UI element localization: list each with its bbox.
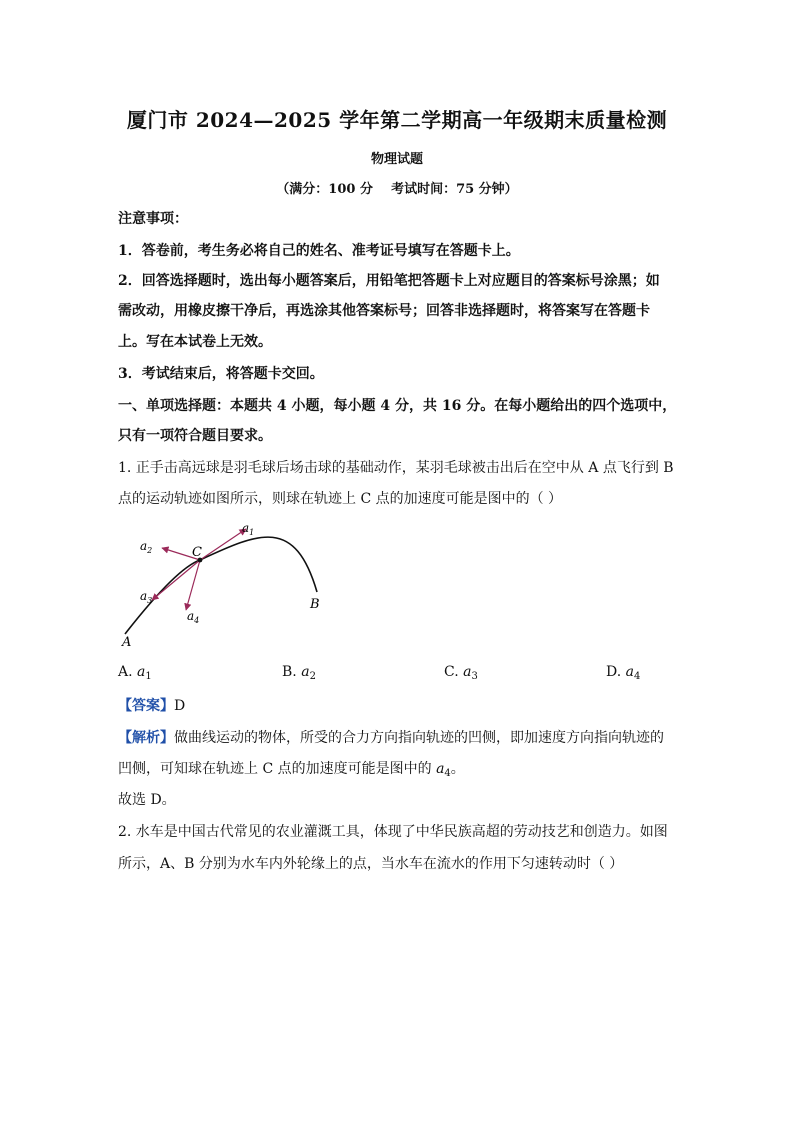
vector-a3-arrow bbox=[152, 560, 200, 600]
trajectory-figure bbox=[110, 512, 340, 656]
trajectory-curve bbox=[125, 537, 317, 634]
notes-item: 需改动，用橡皮擦干净后，再选涂其他答案标号；回答非选择题时，将答案写在答题卡 bbox=[118, 303, 650, 319]
answer-value: D bbox=[174, 698, 186, 714]
page-title: 厦门市 2024—2025 学年第二学期高一年级期末质量检测 bbox=[126, 108, 668, 132]
question-2-stem-cont: 所示，A、B 分别为水车内外轮缘上的点，当水车在流水的作用下匀速转动时（ ） bbox=[118, 856, 624, 872]
label-point-a: A bbox=[122, 635, 132, 650]
notes-item: 上。写在本试卷上无效。 bbox=[118, 334, 272, 350]
vector-a1-arrow bbox=[200, 529, 246, 560]
exam-meta: （满分：100 分 考试时间：75 分钟） bbox=[276, 182, 518, 197]
analysis-line-cont: 凹侧，可知球在轨迹上 C 点的加速度可能是图中的 $a_4$。 bbox=[118, 761, 465, 779]
conclusion-line: 故选 D。 bbox=[118, 792, 176, 808]
option-a: A. $a_1$ bbox=[118, 664, 152, 682]
label-a4: $a_4$ bbox=[187, 609, 200, 625]
option-d: D. $a_4$ bbox=[606, 664, 641, 682]
question-1-stem: 1. 正手击高远球是羽毛球后场击球的基础动作，某羽毛球被击出后在空中从 A 点飞行到 B bbox=[118, 460, 674, 476]
label-a2: $a_2$ bbox=[140, 539, 153, 555]
notes-item: 2．回答选择题时，选出每小题答案后，用铅笔把答题卡上对应题目的答案标号涂黑；如 bbox=[118, 273, 660, 289]
question-1-stem-cont: 点的运动轨迹如图所示，则球在轨迹上 C 点的加速度可能是图中的（ ） bbox=[118, 491, 563, 507]
label-point-c: C bbox=[192, 545, 202, 560]
answer-tag: 【答案】 bbox=[118, 698, 174, 714]
notes-heading: 注意事项： bbox=[118, 211, 188, 227]
page-subtitle: 物理试题 bbox=[370, 152, 423, 167]
analysis-tag: 【解析】 bbox=[118, 730, 174, 746]
label-a1: $a_1$ bbox=[242, 521, 255, 537]
notes-item: 1．答卷前，考生务必将自己的姓名、准考证号填写在答题卡上。 bbox=[118, 243, 520, 259]
option-c: C. $a_3$ bbox=[444, 664, 478, 682]
label-a3: $a_3$ bbox=[140, 589, 153, 605]
question-2-stem: 2. 水车是中国古代常见的农业灌溉工具，体现了中华民族高超的劳动技艺和创造力。如图 bbox=[118, 824, 668, 840]
notes-item: 3．考试结束后，将答题卡交回。 bbox=[118, 366, 324, 382]
label-point-b: B bbox=[310, 597, 320, 612]
answer-line bbox=[118, 695, 185, 715]
option-b: B. $a_2$ bbox=[282, 664, 316, 682]
section-heading-cont: 只有一项符合题目要求。 bbox=[118, 428, 272, 444]
analysis-line: 【解析】做曲线运动的物体，所受的合力方向指向轨迹的凹侧，即加速度方向指向轨迹的 bbox=[118, 730, 664, 746]
section-heading: 一、单项选择题：本题共 4 小题，每小题 4 分，共 16 分。在每小题给出的四个选项中， bbox=[118, 398, 677, 414]
